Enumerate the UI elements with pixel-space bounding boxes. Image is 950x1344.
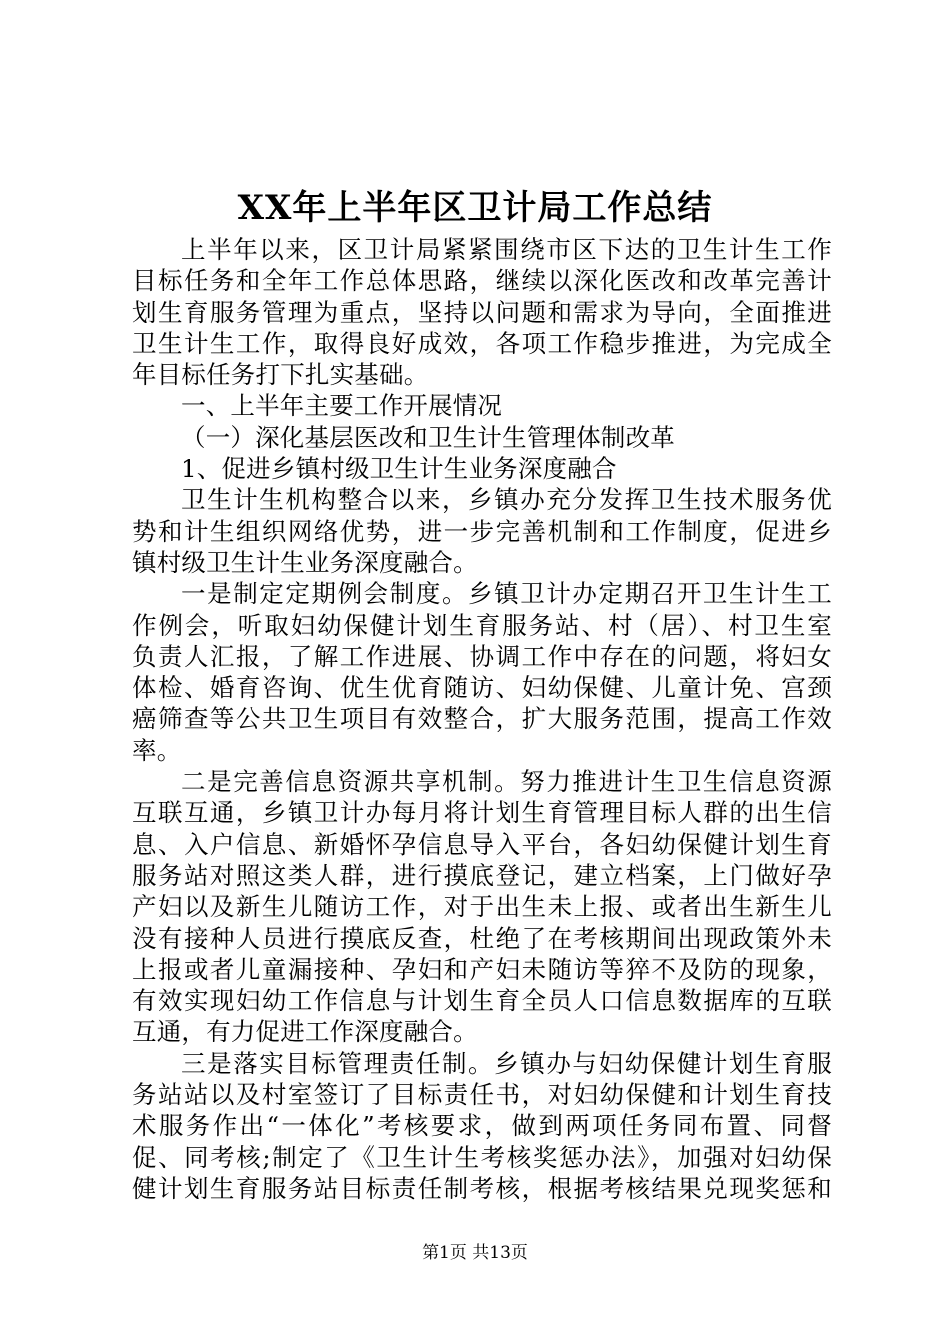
text-line: 促、同考核;制定了《卫生计生考核奖惩办法》，加强对妇幼保: [132, 1142, 832, 1172]
text-line: 作例会，听取妇幼保健计划生育服务站、村（居）、村卫生室: [132, 610, 832, 640]
text-line: 务站站以及村室签订了目标责任书，对妇幼保健和计划生育技: [132, 1080, 832, 1110]
text-line: （一）深化基层医改和卫生计生管理体制改革: [181, 422, 675, 452]
text-line: 没有接种人员进行摸底反查，杜绝了在考核期间出现政策外未: [132, 923, 832, 953]
text-line: 二是完善信息资源共享机制。努力推进计生卫生信息资源: [181, 767, 832, 797]
text-line: 癌筛查等公共卫生项目有效整合，扩大服务范围，提高工作效: [132, 704, 832, 734]
text-line: 术服务作出“一体化”考核要求，做到两项任务同布置、同督: [132, 1111, 832, 1141]
document-title: XX年上半年区卫计局工作总结: [237, 188, 713, 228]
text-line: 一是制定定期例会制度。乡镇卫计办定期召开卫生计生工: [181, 579, 832, 609]
text-line: 目标任务和全年工作总体思路，继续以深化医改和改革完善计: [132, 266, 832, 296]
text-line: 负责人汇报，了解工作进展、协调工作中存在的问题，将妇女: [132, 641, 832, 671]
text-line: 一、上半年主要工作开展情况: [181, 391, 503, 421]
text-line: 产妇以及新生儿随访工作，对于出生未上报、或者出生新生儿: [132, 892, 832, 922]
page-footer: 第1页 共13页: [422, 1243, 528, 1263]
text-line: 息、入户信息、新婚怀孕信息导入平台，各妇幼保健计划生育: [132, 829, 832, 859]
document-body: [132, 234, 832, 1204]
text-line: 卫生计生机构整合以来，乡镇办充分发挥卫生技术服务优: [181, 485, 832, 515]
text-line: 划生育服务管理为重点，坚持以问题和需求为导向，全面推进: [132, 297, 832, 327]
text-line: 1、促进乡镇村级卫生计生业务深度融合: [181, 454, 617, 484]
text-line: 服务站对照这类人群，进行摸底登记，建立档案，上门做好孕: [132, 860, 832, 890]
text-line: 上报或者儿童漏接种、孕妇和产妇未随访等猝不及防的现象，: [132, 954, 832, 984]
text-line: 势和计生组织网络优势，进一步完善机制和工作制度，促进乡: [132, 516, 832, 546]
text-line: 互联互通，乡镇卫计办每月将计划生育管理目标人群的出生信: [132, 798, 832, 828]
text-line: 卫生计生工作，取得良好成效，各项工作稳步推进，为完成全: [132, 328, 832, 358]
text-line: 上半年以来，区卫计局紧紧围绕市区下达的卫生计生工作: [181, 235, 832, 264]
text-line: 互通，有力促进工作深度融合。: [132, 1017, 478, 1047]
text-line: 有效实现妇幼工作信息与计划生育全员人口信息数据库的互联: [132, 986, 832, 1016]
text-line: 三是落实目标管理责任制。乡镇办与妇幼保健计划生育服: [181, 1048, 832, 1078]
text-line: 率。: [132, 735, 182, 765]
text-line: 健计划生育服务站目标责任制考核，根据考核结果兑现奖惩和: [132, 1173, 832, 1203]
text-line: 年目标任务打下扎实基础。: [132, 360, 429, 390]
text-line: 镇村级卫生计生业务深度融合。: [132, 547, 478, 577]
text-line: 体检、婚育咨询、优生优育随访、妇幼保健、儿童计免、宫颈: [132, 673, 832, 703]
